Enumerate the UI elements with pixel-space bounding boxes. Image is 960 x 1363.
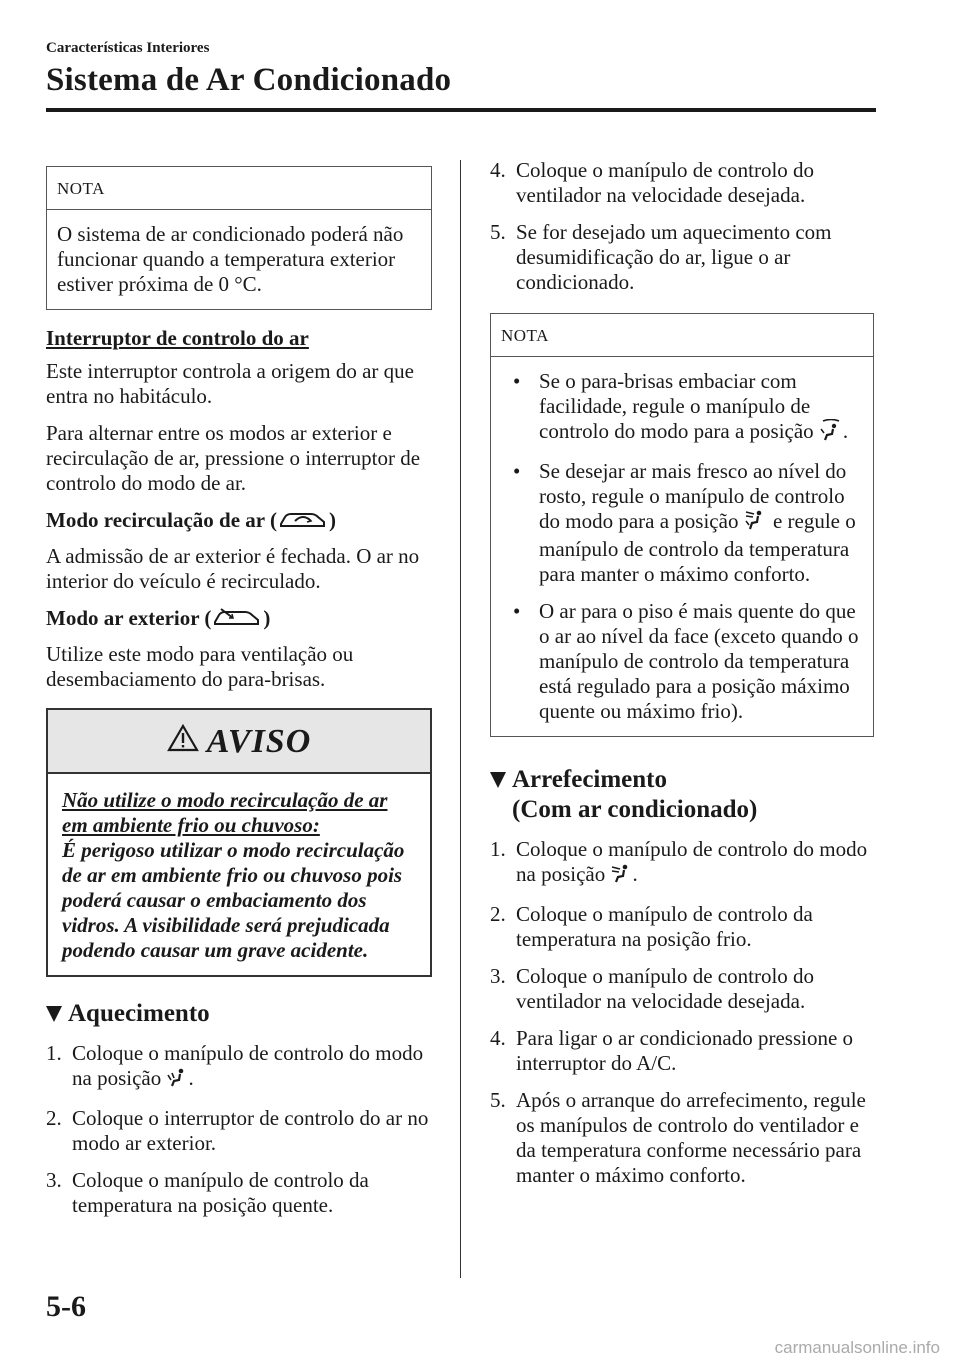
step-text-end: .	[632, 862, 638, 887]
recirculation-car-icon	[277, 508, 329, 536]
list-item	[501, 459, 863, 587]
warning-subtitle-2: em ambiente frio ou chuvoso:	[62, 813, 320, 838]
switch-instructions: Para alternar entre os modos ar exterior e recirculação de ar, pressione o interruptor de controlo do modo de ar.	[46, 421, 421, 495]
recirc-head-close: )	[328, 508, 336, 532]
outside-head-text: Modo ar exterior (	[46, 606, 212, 631]
column-divider	[460, 160, 461, 1278]
heating-title: Aquecimento	[68, 1000, 210, 1028]
list-item	[46, 1106, 432, 1156]
switch-heading: Interruptor de controlo do ar	[46, 326, 309, 350]
bullet-dot: •	[513, 369, 521, 393]
recirc-head-text: Modo recirculação de ar (	[46, 508, 277, 532]
bullet-text-end: .	[842, 419, 849, 443]
header-rule	[46, 108, 876, 112]
recirc-mode-text: A admissão de ar exterior é fechada. O ar no interior do veículo é recirculado.	[46, 544, 420, 594]
list-item	[490, 1026, 874, 1076]
switch-description: Este interruptor controla a origem do ar que entra no habitáculo.	[46, 359, 414, 408]
note-body	[47, 210, 431, 309]
warning-text: É perigoso utilizar o modo recirculação de ar em ambiente frio ou chuvoso pois poderá causar o embaciamento dos vidros. A visibilidade será prejudicada podendo causar um grave acidente.	[62, 838, 405, 963]
note-bullets	[501, 369, 863, 724]
list-item	[490, 964, 874, 1014]
list-item	[490, 158, 874, 208]
warning-subtitle-1: Não utilize o modo recirculação de ar	[62, 788, 388, 813]
step-number: 4.	[490, 1025, 506, 1050]
bullet-text: Se o para-brisas embaciar com facilidade, regule o manípulo de controlo do modo para a posição	[539, 369, 819, 443]
floor-mode-icon	[166, 1068, 188, 1094]
step-number: 3.	[46, 1167, 62, 1192]
heating-heading	[46, 999, 432, 1029]
step-number: 4.	[490, 158, 506, 182]
bullet-text: O ar para o piso é mais quente do que o ar ao nível da face (exceto quando o manípulo de controlo da temperatura está regulado para a posição máximo quente ou máximo frio).	[539, 599, 859, 724]
bullet-dot: •	[513, 459, 521, 484]
note-text: O sistema de ar condicionado poderá não funcionar quando a temperatura exterior estiver próxima de 0 °C.	[57, 222, 404, 296]
face-floor-mode-icon	[744, 509, 768, 537]
watermark: carmanualsonline.info	[774, 1338, 940, 1357]
step-number: 1.	[46, 1041, 62, 1066]
page-number: 5-6	[46, 1290, 86, 1323]
step-text-end: .	[188, 1066, 194, 1091]
outside-air-car-icon	[211, 606, 263, 634]
step-number: 1.	[490, 837, 506, 862]
step-text: Após o arranque do arrefecimento, regule os manípulos de controlo do ventilador e da temperatura conforme necessário para manter o máximo conforto.	[516, 1087, 866, 1187]
note-body	[491, 357, 873, 736]
bullet-text-end: e regule o manípulo de controlo da temperatura para manter o máximo conforto.	[539, 509, 856, 587]
step-text: Coloque o manípulo de controlo do ventilador na velocidade desejada.	[516, 963, 815, 1013]
note-title: NOTA	[47, 167, 431, 210]
windshield-floor-mode-icon	[819, 419, 843, 447]
page-title: Sistema de Ar Condicionado	[46, 62, 452, 98]
list-item	[490, 1088, 874, 1188]
step-text: Coloque o manípulo de controlo da temperatura na posição frio.	[516, 901, 813, 951]
step-text: Para ligar o ar condicionado pressione o interruptor do A/C.	[516, 1025, 854, 1075]
step-number: 2.	[46, 1105, 62, 1130]
list-item	[490, 902, 874, 952]
warning-box	[46, 708, 432, 977]
outside-mode-text: Utilize este modo para ventilação ou desembaciamento do para-brisas.	[46, 642, 354, 692]
list-item	[46, 1041, 432, 1093]
cooling-subtitle: (Com ar condicionado)	[512, 796, 758, 824]
face-mode-icon	[610, 864, 632, 890]
cooling-heading	[490, 765, 874, 825]
cooling-steps	[490, 837, 874, 1187]
section-triangle-icon	[46, 1006, 62, 1022]
recirc-mode-heading	[46, 508, 432, 536]
bullet-dot: •	[513, 599, 521, 624]
warning-body	[48, 774, 430, 975]
right-column	[490, 158, 874, 1200]
step-text: Coloque o manípulo de controlo da temperatura na posição quente.	[72, 1167, 369, 1217]
list-item	[46, 1168, 432, 1218]
step-text: Se for desejado um aquecimento com desumidificação do ar, ligue o ar condicionado.	[516, 220, 832, 294]
list-item	[490, 220, 874, 295]
step-text: Coloque o manípulo de controlo do ventilador na velocidade desejada.	[516, 158, 815, 207]
list-item	[490, 837, 874, 889]
note-box-right	[490, 313, 874, 737]
heating-steps	[46, 1041, 432, 1217]
step-number: 5.	[490, 220, 506, 244]
step-text: Coloque o manípulo de controlo do modo na posição	[516, 837, 868, 887]
outside-head-close: )	[263, 606, 271, 631]
step-text: Coloque o interruptor de controlo do ar no modo ar exterior.	[72, 1105, 429, 1155]
step-number: 5.	[490, 1087, 506, 1112]
section-triangle-icon	[490, 772, 506, 788]
section-label: Características Interiores	[46, 40, 210, 56]
bullet-text: Se desejar ar mais fresco ao nível do rosto, regule o manípulo de controlo do modo para a posição	[539, 459, 847, 534]
warning-title: AVISO	[206, 722, 312, 760]
list-item	[501, 599, 863, 724]
list-item	[501, 369, 863, 447]
warning-triangle-icon	[167, 724, 199, 758]
left-column	[46, 166, 432, 1230]
step-text: Coloque o manípulo de controlo do modo na posição	[72, 1041, 424, 1091]
outside-mode-heading	[46, 606, 432, 634]
step-number: 2.	[490, 901, 506, 926]
cooling-title: Arrefecimento	[512, 766, 668, 794]
note-title: NOTA	[491, 314, 873, 357]
warning-header	[48, 710, 430, 774]
step-number: 3.	[490, 963, 506, 988]
heating-steps-continued	[490, 158, 874, 295]
note-box	[46, 166, 432, 310]
